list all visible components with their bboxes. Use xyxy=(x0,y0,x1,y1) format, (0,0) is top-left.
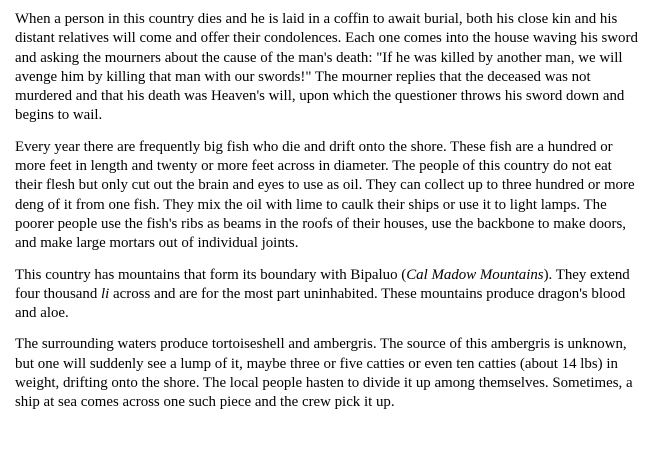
mountains-text-3: across and are for the most part uninhabited. These mountains produce dragon's blood and aloe. xyxy=(15,285,626,322)
paragraph-mountains xyxy=(15,266,642,324)
mountains-text-1: This country has mountains that form its boundary with Bipaluo ( xyxy=(15,266,407,283)
mountains-text-2: ). They extend four thousand xyxy=(15,266,630,302)
unit-li-italic: li xyxy=(101,285,110,302)
mountains-name-italic: Cal Madow Mountains xyxy=(406,266,544,283)
paragraph-funeral-customs: When a person in this country dies and he is laid in a coffin to await burial, both his close kin and his distant relatives will come and offer their condolences. Each one comes into the house waving his sword and asking the mourners about the cause of the man's death: "If he was killed by another man, we will avenge him by killing that man with our swords!" The mourner replies that the deceased was not murdered and that his death was Heaven's will, upon which the questioner throws his sword down and begins to wail. xyxy=(15,11,638,124)
paragraph-ambergris: The surrounding waters produce tortoiseshell and ambergris. The source of this ambergris is unknown, but one will suddenly see a lump of it, maybe three or five catties or even ten catties (about 14 lbs) in weight, drifting onto the shore. The local people hasten to divide it up among themselves. Sometimes, a ship at sea comes across one such piece and the crew pick it up. xyxy=(15,336,633,411)
paragraph-big-fish: Every year there are frequently big fish who die and drift onto the shore. These fish are a hundred or more feet in length and twenty or more feet across in diameter. The people of this country do not eat their flesh but only cut out the brain and eyes to use as oil. They can collect up to three hundred or more deng of it from one fish. They mix the oil with lime to caulk their ships or use it to light lamps. The poorer people use the fish's ribs as beams in the roofs of their houses, use the backbone to make doors, and make large mortars out of individual joints. xyxy=(15,138,635,252)
